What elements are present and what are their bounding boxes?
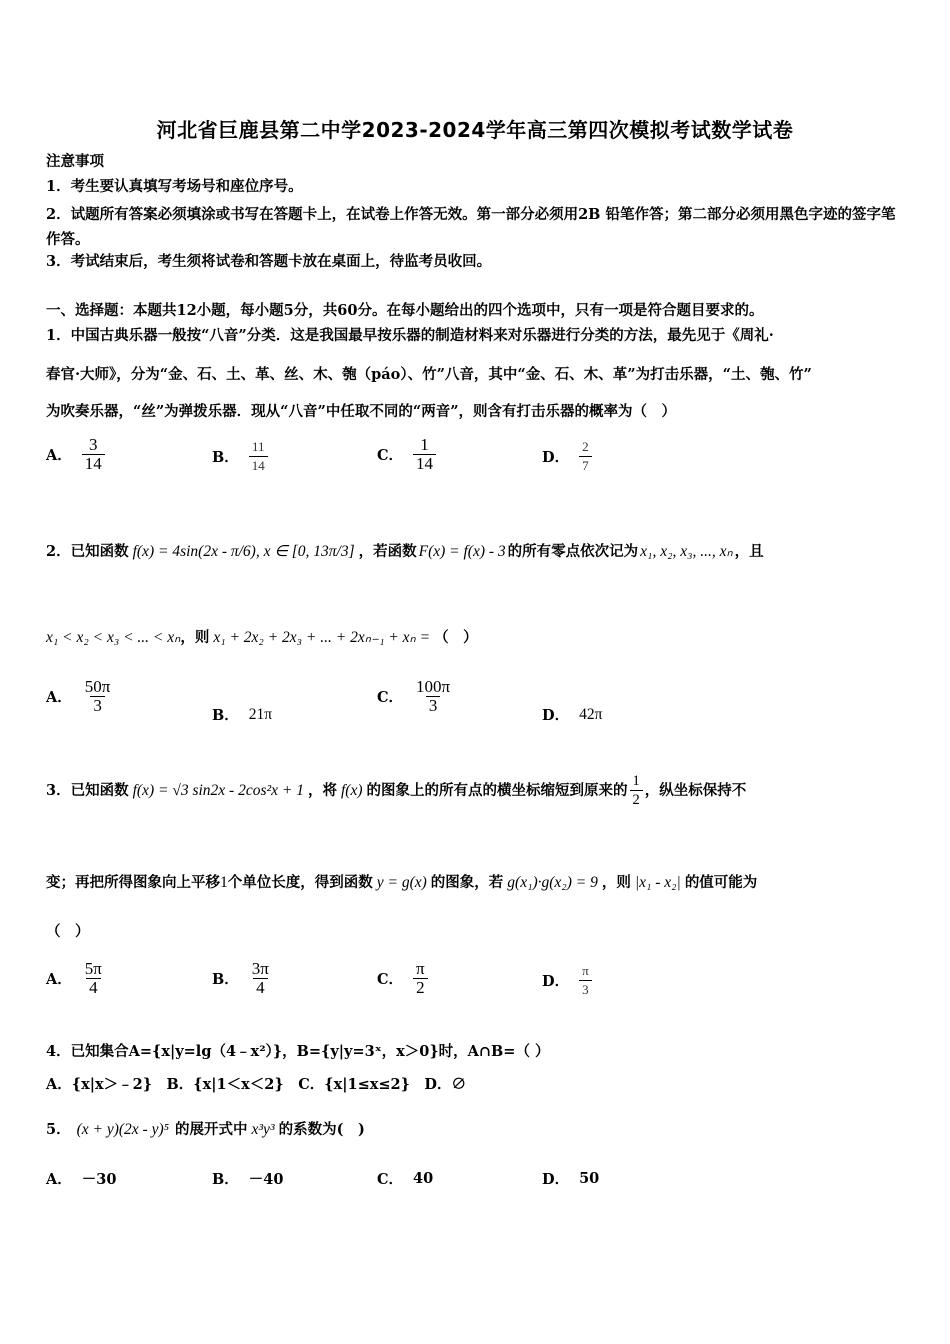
q1-line-3: 为吹奏乐器，“丝”为弹拨乐器．现从“八音”中任取不同的“两音”，则含有打击乐器的概率为（ ） — [46, 403, 677, 420]
q1-line-1: 1．中国古典乐器一般按“八音”分类．这是我国最早按乐器的制造材料来对乐器进行分类的方法，最先见于《周礼· — [46, 327, 774, 344]
page-title: 河北省巨鹿县第二中学2023-2024学年高三第四次模拟考试数学试卷 — [156, 118, 794, 142]
q3-option-c: C． $\frac{\pi}{2}$ — [377, 960, 428, 997]
notice-heading: 注意事项 — [46, 153, 104, 170]
q5-option-c: C． 40 — [377, 1170, 434, 1188]
q2-option-c: C． $\frac{100\pi}{3}$ — [377, 677, 451, 715]
q2-option-d: D． 42π — [542, 705, 603, 724]
q3-line-2: 变；再把所得图象向上平移 1 个单位长度，得到函数 y = g(x) 的图象，若 g(x₁)·g(x₂) = 9 ，则 |x₁ - x₂| 的值可能为 — [46, 874, 758, 891]
q5-option-a: A． －30 — [46, 1171, 117, 1188]
q5-option-b: B． －40 — [212, 1171, 284, 1188]
section-heading: 一、选择题：本题共12小题，每小题5分，共60分。在每小题给出的四个选项中，只有一项是符合题目要求的。 — [46, 302, 764, 319]
q2-option-a: A． $\frac{50\pi}{3}$ — [46, 677, 111, 715]
q4-options: A．{x|x＞﹣2} B．{x|1＜x＜2} C．{x|1≤x≤2} D．∅ — [46, 1076, 467, 1093]
q3-option-d: D． $\frac{\pi}{3}$ — [542, 962, 592, 999]
q5-option-d: D． 50 — [542, 1170, 600, 1188]
q3-option-a: A． $\frac{5\pi}{4}$ — [46, 959, 102, 997]
q3-line-1: 3．已知函数 f(x) = √3 sin2x - 2cos²x + 1 ，将 f(x) 的图象上的所有点的横坐标缩短到原来的 $\frac{1}{2}$ ，纵坐标保持不 — [46, 773, 747, 808]
notice-item-3: 3．考试结束后，考生须将试卷和答题卡放在桌面上，待监考员收回。 — [46, 253, 492, 270]
q1-option-c: C． $\frac{1}{14}$ — [377, 436, 436, 473]
q1-option-b: B． $\frac{11}{14}$ — [212, 438, 268, 475]
q2-option-b: B． 21π — [212, 705, 273, 724]
q4-stem: 4．已知集合A={x|y=lg（4﹣x²）}，B={y|y=3ˣ，x＞0}时，A∩B=（ ） — [46, 1043, 550, 1060]
q1-option-a: A． $\frac{3}{14}$ — [46, 436, 105, 473]
notice-item-1: 1．考生要认真填写考场号和座位序号。 — [46, 178, 303, 195]
q5-stem: 5． (x + y)(2x - y)⁵ 的展开式中 x³y³ 的系数为( ) — [46, 1121, 365, 1138]
q1-option-d: D． $\frac{2}{7}$ — [542, 438, 592, 475]
q1-line-2: 春官·大师》，分为“金、石、土、革、丝、木、匏（páo）、竹”八音，其中“金、石、木、革”为打击乐器，“土、匏、竹” — [46, 366, 812, 383]
q2-line-1: 2．已知函数 f(x) = 4sin(2x - π/6), x ∈ [0, 13π/3] ，若函数 F(x) = f(x) - 3 的所有零点依次记为 x₁, x₂, x₃, ..., xₙ ，且 — [46, 543, 764, 560]
q3-paren: （ ） — [46, 923, 90, 940]
q2-line-2: x₁ < x₂ < x₃ < ... < xₙ ，则 x₁ + 2x₂ + 2x₃ + ... + 2xₙ₋₁ + xₙ = （ ） — [46, 629, 478, 646]
q3-option-b: B． $\frac{3\pi}{4}$ — [212, 959, 269, 997]
notice-item-2: 2．试题所有答案必须填涂或书写在答题卡上，在试卷上作答无效。第一部分必须用2B 铅笔作答；第二部分必须用黑色字迹的签字笔作答。 — [46, 206, 896, 248]
